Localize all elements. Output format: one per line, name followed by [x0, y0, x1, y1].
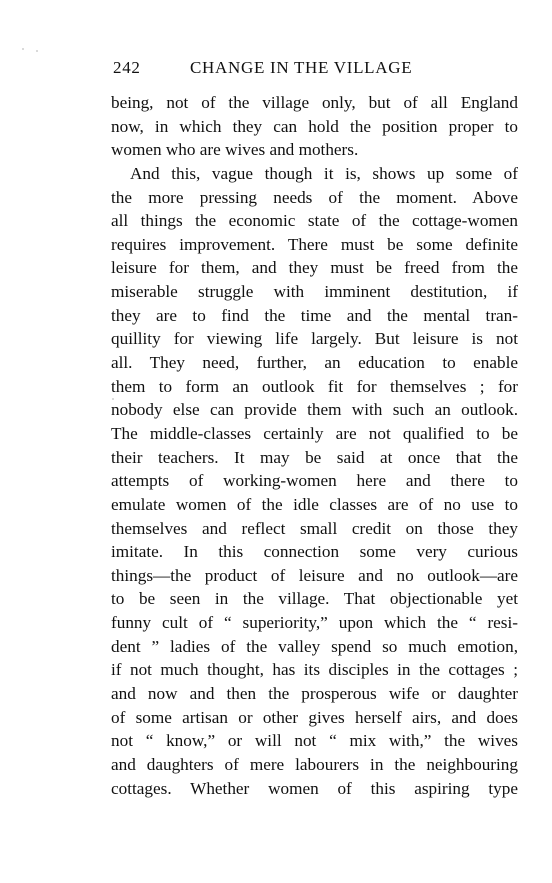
text-line: emulate women of the idle classes are of no use to [111, 494, 518, 514]
paper-speck [36, 50, 38, 52]
text-line: women who are wives and mothers. [111, 140, 359, 160]
text-line: dent ” ladies of the valley spend so much emotion, [111, 636, 518, 656]
text-line: being, not of the village only, but of all England [111, 93, 518, 112]
running-title: CHANGE IN THE VILLAGE [190, 58, 413, 77]
text-line: and daughters of mere labourers in the neighbouring [111, 754, 518, 774]
text-line: not “ know,” or will not “ mix with,” the wives [111, 731, 518, 751]
text-line: them to form an outlook fit for themselves ; for [111, 376, 518, 396]
text-line: And this, vague though it is, shows up some of [130, 163, 518, 183]
text-line: of some artisan or other gives herself airs, and does [111, 707, 518, 727]
paper-speck [22, 48, 24, 50]
text-line: requires improvement. There must be some definite [111, 234, 518, 254]
text-line: cottages. Whether women of this aspiring type [111, 778, 518, 798]
text-line: things—the product of leisure and no outlook—are [111, 565, 518, 585]
text-line: The middle-classes certainly are not qualified to be [111, 423, 518, 443]
text-line: leisure for them, and they must be freed from the [111, 258, 518, 278]
running-header [113, 58, 517, 82]
text-line: all things the economic state of the cottage-women [111, 211, 518, 231]
text-line: funny cult of “ superiority,” upon which the “ resi- [111, 613, 518, 633]
text-line: their teachers. It may be said at once that the [111, 447, 518, 467]
text-line: and now and then the prosperous wife or daughter [111, 684, 518, 704]
text-line: now, in which they can hold the position proper to [111, 116, 518, 136]
text-line: the more pressing needs of the moment. Above [111, 187, 518, 207]
page-number: 242 [113, 58, 141, 77]
text-line: nobody else can provide them with such an outlook. [111, 400, 518, 420]
text-line: miserable struggle with imminent destitution, if [111, 282, 518, 302]
text-line: themselves and reflect small credit on those they [111, 518, 518, 538]
text-line: quillity for viewing life largely. But leisure is not [111, 329, 518, 349]
text-line: all. They need, further, an education to enable [111, 353, 518, 373]
text-line: attempts of working-women here and there to [111, 471, 518, 491]
text-line: if not much thought, has its disciples in the cottages ; [111, 660, 518, 680]
body-text [111, 91, 518, 800]
text-line: imitate. In this connection some very curious [111, 542, 518, 562]
text-line: to be seen in the village. That objectionable yet [111, 589, 518, 609]
text-line: they are to find the time and the mental tran- [111, 305, 518, 325]
